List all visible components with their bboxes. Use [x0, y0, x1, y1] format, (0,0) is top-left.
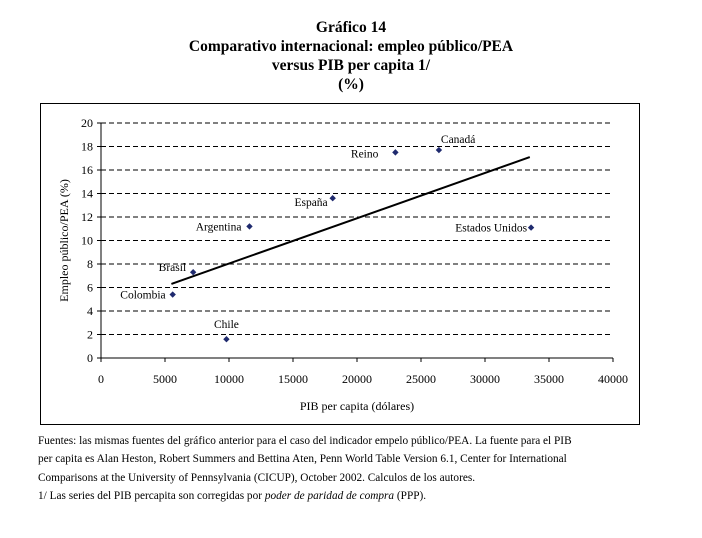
footnote-line-1: Fuentes: las mismas fuentes del gráfico anterior para el caso del indicador empelo público/PEA. La fuente para el PIB [38, 435, 572, 447]
x-tick-label: 0 [98, 372, 104, 386]
footnote-line-4 [38, 487, 678, 505]
footnote-line-2: per capita es Alan Heston, Robert Summers and Bettina Aten, Penn World Table Version 6.1, Center for International [38, 453, 567, 466]
x-tick-label: 10000 [214, 372, 244, 386]
data-point-label: Canadá [440, 134, 476, 147]
data-point-label: España [294, 197, 328, 210]
footnote-note-prefix: 1/ Las series del PIB percapita son corregidas por [38, 489, 265, 502]
data-point-canadá [436, 147, 442, 153]
footnote-note-suffix: (PPP). [394, 489, 427, 502]
y-tick-label: 12 [81, 210, 93, 224]
data-point-colombia [169, 291, 175, 297]
chart-title: Comparativo internacional: empleo público/PEA [188, 38, 514, 55]
footnote-line-3: Comparisons at the University of Pennsylvania (CICUP), October 2002. Calculos de los autores. [38, 471, 476, 484]
chart-subtitle: versus PIB per capita 1/ [271, 57, 431, 74]
footnote-note-italic: poder de paridad de compra [264, 489, 395, 502]
y-tick-label: 18 [81, 139, 93, 154]
data-point-españa [329, 195, 335, 201]
y-tick-label: 4 [87, 304, 93, 318]
data-point-label: Colombia [120, 289, 166, 302]
y-tick-label: 20 [81, 116, 93, 130]
y-axis-title: Empleo público/PEA (%) [57, 179, 71, 302]
x-tick-label: 25000 [406, 372, 436, 386]
chart-number: Gráfico 14 [315, 19, 387, 36]
data-point-label: Reino [350, 148, 379, 161]
y-tick-label: 10 [81, 233, 93, 248]
x-tick-label: 40000 [598, 372, 628, 386]
y-tick-label: 0 [87, 351, 93, 365]
x-tick-label: 5000 [153, 372, 177, 386]
x-tick-label: 35000 [534, 372, 564, 386]
data-point-label: Estados Unidos [455, 222, 528, 235]
y-tick-label: 16 [81, 163, 93, 177]
x-tick-label: 15000 [278, 372, 308, 386]
data-point-chile [223, 336, 229, 342]
data-point-label: Chile [213, 319, 239, 332]
y-tick-label: 8 [87, 257, 93, 271]
x-tick-label: 20000 [342, 372, 372, 386]
data-point-label: Argentina [195, 221, 242, 234]
x-axis-title: PIB per capita (dólares) [299, 399, 415, 413]
footnote [38, 432, 678, 505]
data-point-argentina [246, 223, 252, 229]
x-tick-label: 30000 [470, 372, 500, 386]
data-point-estados-unidos [528, 224, 534, 230]
data-point-label: Brasil [158, 262, 187, 275]
chart-unit: (%) [338, 76, 364, 93]
data-point-reino [392, 149, 398, 155]
y-tick-label: 14 [81, 186, 93, 201]
y-tick-label: 6 [87, 280, 93, 295]
y-tick-label: 2 [87, 327, 93, 342]
